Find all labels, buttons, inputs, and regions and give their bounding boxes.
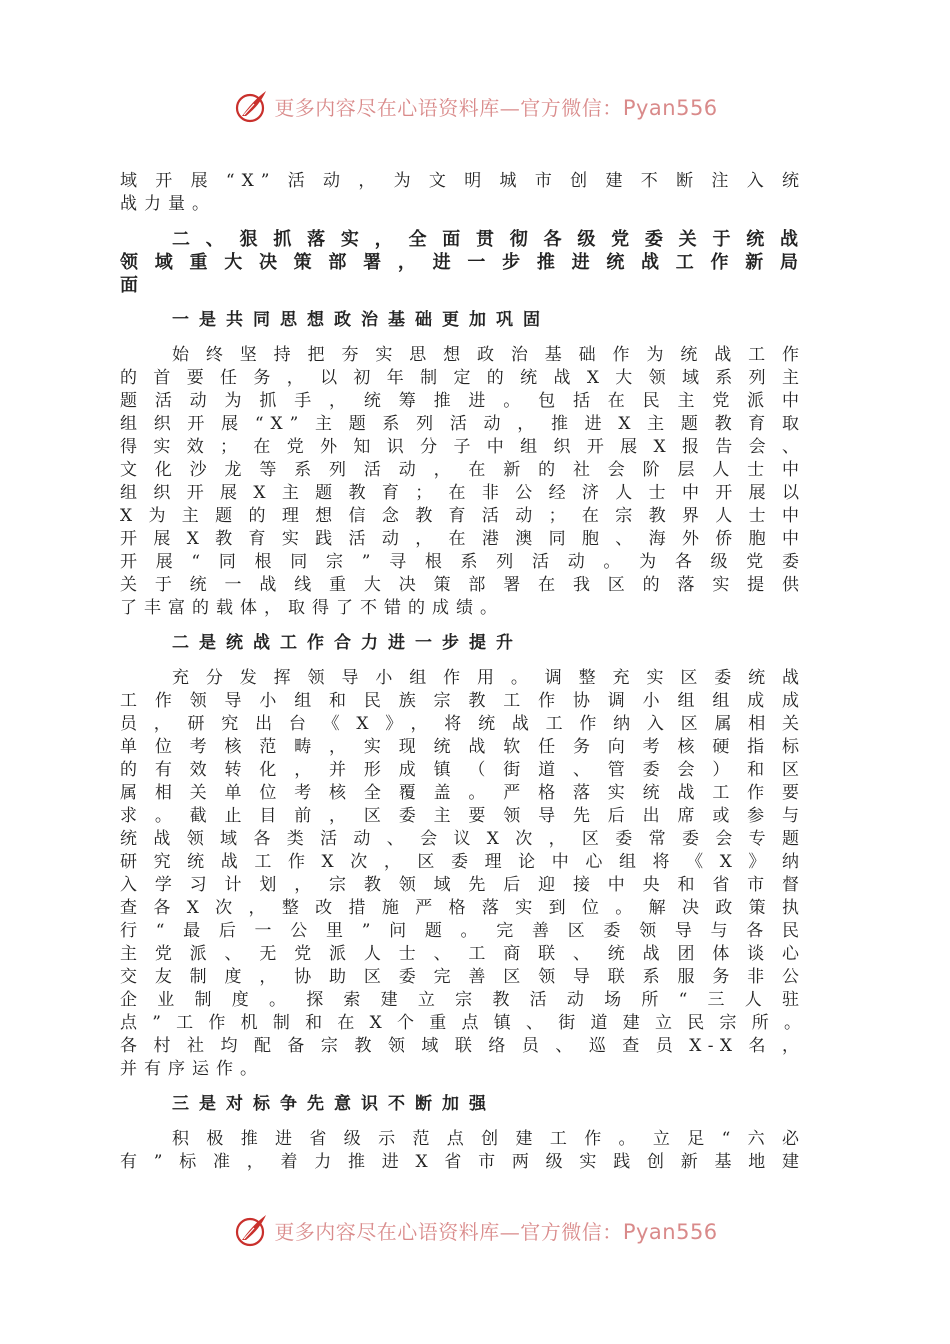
section-heading-2	[120, 228, 806, 297]
header-banner-text: 更多内容尽在心语资料库—官方微信：Pyan556	[274, 95, 718, 120]
footer-wechat-id: Pyan556	[622, 1219, 718, 1244]
text-line: 题活动为抓手，统筹推进。包括在民主党派中	[120, 391, 806, 411]
text-line: 研究统战工作X次，区委理论中心组将《X》纳	[120, 852, 806, 872]
paragraph-1	[120, 344, 806, 620]
text-line: 主党派、无党派人士、工商联、统战团体谈心	[120, 944, 806, 964]
paragraph-3	[120, 1128, 806, 1174]
text-line: 统战领域各类活动、会议X次，区委常委会专题	[120, 829, 806, 849]
header-wechat-id: Pyan556	[622, 95, 718, 120]
text-line: X为主题的理想信念教育活动；在宗教界人士中	[120, 506, 806, 526]
text-line: 组织开展“X”主题系列活动，推进X主题教育取	[120, 414, 806, 434]
text-line: 属相关单位考核全覆盖。严格落实统战工作要	[120, 783, 806, 803]
header-banner	[0, 84, 950, 128]
paragraph-intro-continuation	[120, 170, 806, 216]
heading-line: 二、狠抓落实，全面贯彻各级党委关于统战	[172, 229, 806, 250]
subheading-2: 二是统战工作合力进一步提升	[172, 633, 523, 653]
text-line: 得实效；在党外知识分子中组织开展X报告会、	[120, 437, 806, 457]
text-line: 并有序运作。	[120, 1059, 264, 1079]
text-line: 始终坚持把夯实思想政治基础作为统战工作	[172, 345, 806, 365]
text-line: 了丰富的载体，取得了不错的成绩。	[120, 598, 504, 618]
text-line: 交友制度，协助区委完善区领导联系服务非公	[120, 967, 806, 987]
text-line: 开展X教育实践活动，在港澳同胞、海外侨胞中	[120, 529, 806, 549]
text-line: 各村社均配备宗教领域联络员、巡查员X-X名，	[120, 1036, 806, 1056]
heading-line: 面	[120, 275, 146, 296]
text-line: 文化沙龙等系列活动，在新的社会阶层人士中	[120, 460, 806, 480]
text-line: 有”标准，着力推进X省市两级实践创新基地建	[120, 1152, 806, 1172]
quill-logo-icon	[232, 1210, 272, 1250]
text-line: 员，研究出台《X》，将统战工作纳入区属相关	[120, 714, 806, 734]
text-line: 充分发挥领导小组作用。调整充实区委统战	[172, 668, 806, 688]
text-line: 积极推进省级示范点创建工作。立足“六必	[172, 1129, 806, 1149]
text-line: 的有效转化，并形成镇（街道、管委会）和区	[120, 760, 806, 780]
text-line: 关于统一战线重大决策部署在我区的落实提供	[120, 575, 806, 595]
quill-logo-icon	[232, 86, 272, 126]
text-line: 战力量。	[120, 194, 216, 214]
text-line: 的首要任务，以初年制定的统战X大领域系列主	[120, 368, 806, 388]
document-body	[120, 170, 806, 1186]
subheading-1: 一是共同思想政治基础更加巩固	[172, 310, 550, 330]
text-line: 查各X次，整改措施严格落实到位。解决政策执	[120, 898, 806, 918]
text-line: 求。截止目前，区委主要领导先后出席或参与	[120, 806, 806, 826]
text-line: 行“最后一公里”问题。完善区委领导与各民	[120, 921, 806, 941]
text-line: 入学习计划，宗教领域先后迎接中央和省市督	[120, 875, 806, 895]
paragraph-2	[120, 667, 806, 1081]
subheading-3: 三是对标争先意识不断加强	[172, 1094, 496, 1114]
footer-banner	[0, 1208, 950, 1252]
text-line: 开展“同根同宗”寻根系列活动。为各级党委	[120, 552, 806, 572]
text-line: 企业制度。探索建立宗教活动场所“三人驻	[120, 990, 806, 1010]
footer-banner-text: 更多内容尽在心语资料库—官方微信：Pyan556	[274, 1219, 718, 1244]
text-line: 点”工作机制和在X个重点镇、街道建立民宗所。	[120, 1013, 806, 1033]
heading-line: 领域重大决策部署，进一步推进统战工作新局	[120, 252, 806, 273]
text-line: 工作领导小组和民族宗教工作协调小组组成成	[120, 691, 806, 711]
text-line: 域开展“X”活动，为文明城市创建不断注入统	[120, 171, 806, 191]
text-line: 单位考核范畴，实现统战软任务向考核硬指标	[120, 737, 806, 757]
text-line: 组织开展X主题教育；在非公经济人士中开展以	[120, 483, 806, 503]
